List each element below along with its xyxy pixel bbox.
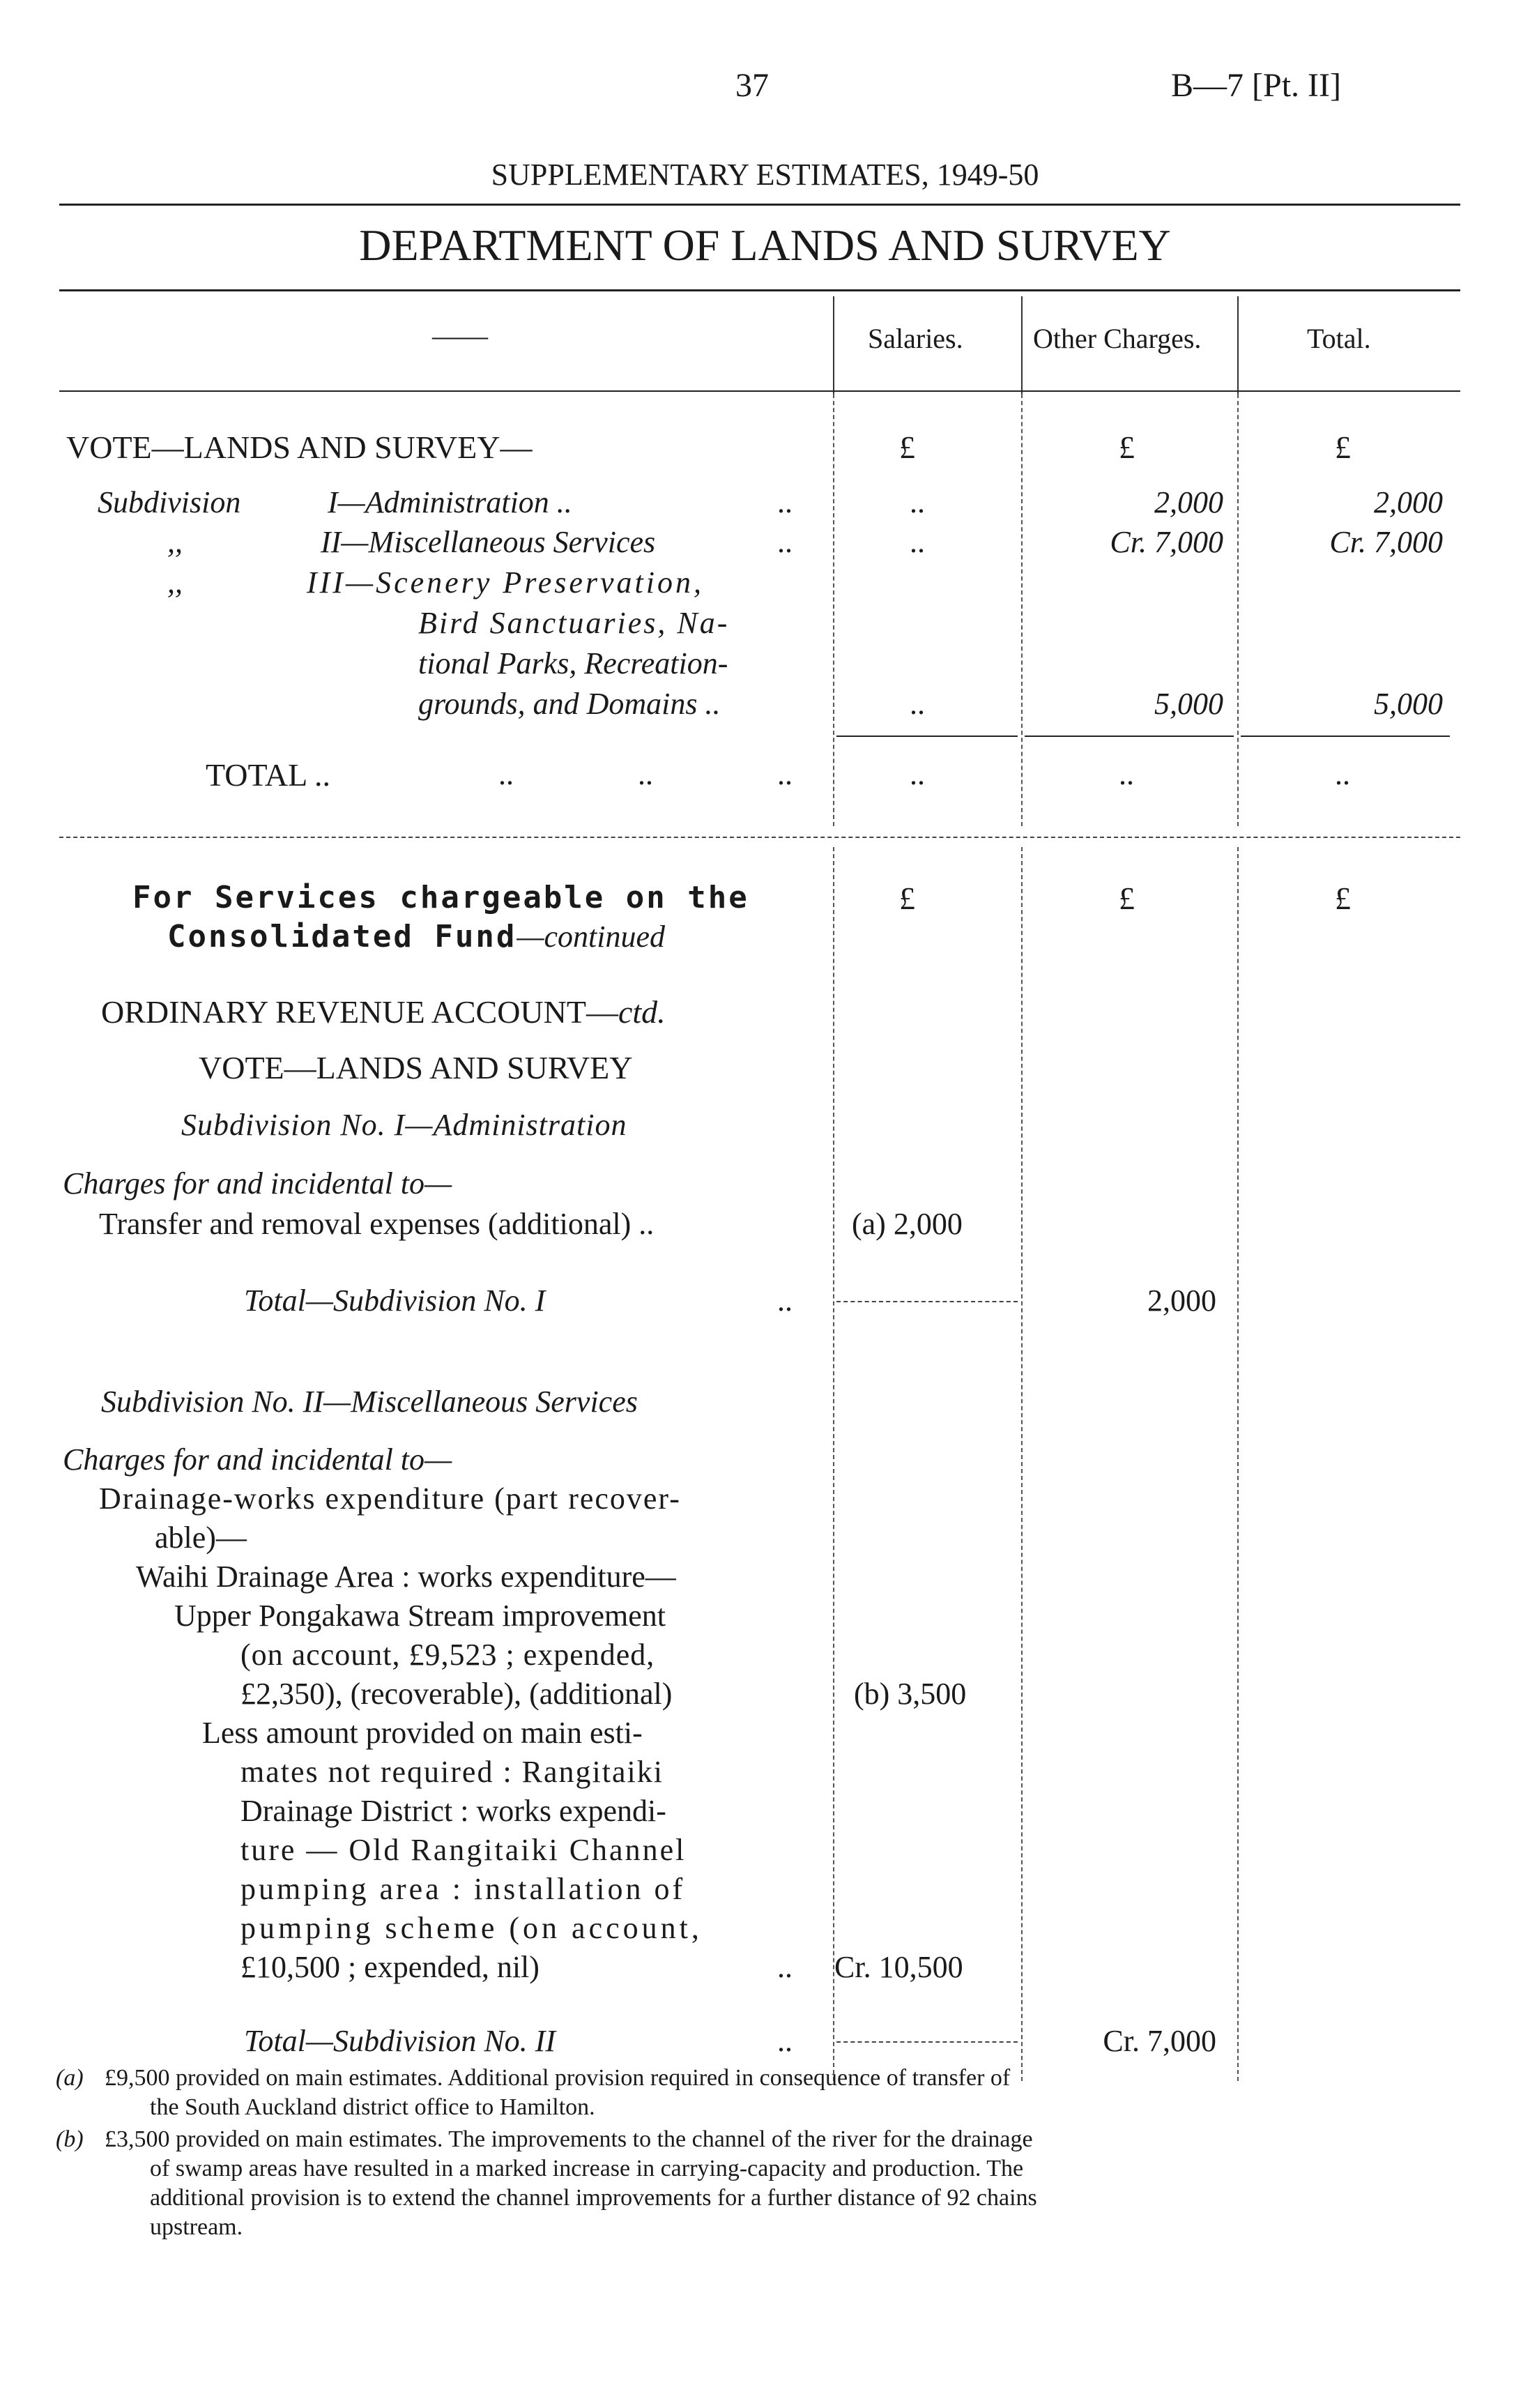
- summary-row-total: 2,000: [1374, 485, 1443, 519]
- charges-heading-2: Charges for and incidental to—: [63, 1442, 452, 1477]
- total-subdivision-2-value: Cr. 7,000: [1103, 2024, 1216, 2058]
- summary-row-salaries: ..: [910, 485, 925, 519]
- transfer-value: (a) 2,000: [852, 1207, 963, 1241]
- summary-row-label-line: III—Scenery Preservation,: [307, 565, 704, 600]
- running-title-text: SUPPLEMENTARY ESTIMATES, 1949-50: [491, 158, 1039, 192]
- summary-row-ditto: ,,: [167, 565, 183, 600]
- summary-row-label-line: grounds, and Domains ..: [418, 687, 721, 721]
- less-amount-line: pumping area : installation of: [240, 1872, 686, 1906]
- sub1-salaries-rule: [836, 1301, 1018, 1302]
- upper-pongakawa-line: (on account, £9,523 ; expended,: [240, 1638, 655, 1672]
- column-divider-2-detail: [1021, 847, 1023, 2081]
- footnote-b-line: £3,500 provided on main estimates. The improvements to the channel of the river for the drainage: [105, 2126, 1033, 2152]
- column-divider-3-header: [1237, 296, 1239, 397]
- less-amount-value: Cr. 10,500: [834, 1950, 963, 1984]
- header-other-charges: Other Charges.: [1033, 323, 1202, 354]
- charges-heading-1: Charges for and incidental to—: [63, 1166, 452, 1201]
- summary-pound-salaries: £: [899, 429, 915, 465]
- less-amount-leader: ..: [777, 1950, 793, 1984]
- transfer-item: Transfer and removal expenses (additional) ..: [99, 1207, 655, 1241]
- summary-pound-other: £: [1119, 429, 1135, 465]
- less-amount-line: Less amount provided on main esti-: [202, 1716, 643, 1750]
- subdivision-2-heading: Subdivision No. II—Miscellaneous Services: [101, 1385, 638, 1419]
- summary-row-total: 5,000: [1374, 687, 1443, 721]
- total-subdivision-2-label: Total—Subdivision No. II: [244, 2024, 556, 2058]
- header-salaries: Salaries.: [868, 323, 963, 354]
- column-divider-1-header: [833, 296, 834, 397]
- services-heading-line2: [167, 919, 665, 954]
- less-amount-line: pumping scheme (on account,: [240, 1911, 703, 1945]
- footnote-b-line: of swamp areas have resulted in a marked increase in carrying-capacity and production. The: [150, 2156, 1024, 2181]
- column-divider-3-detail: [1237, 847, 1239, 2081]
- drainage-line: Drainage-works expenditure (part recover-: [99, 1481, 681, 1516]
- column-header-rule: [59, 390, 1460, 392]
- summary-vote-heading: VOTE—LANDS AND SURVEY—: [66, 429, 533, 465]
- waihi-item: Waihi Drainage Area : works expenditure—: [136, 1560, 676, 1594]
- account-heading-ctd: ctd.: [618, 994, 666, 1030]
- detail-pound-salaries: £: [899, 881, 915, 916]
- summary-row-label-line: tional Parks, Recreation-: [418, 646, 728, 680]
- department-title: DEPARTMENT OF LANDS AND SURVEY: [359, 220, 1171, 270]
- summary-total-salaries: ..: [910, 757, 925, 791]
- document-reference: B—7 [Pt. II]: [1171, 67, 1341, 104]
- header-rule: [59, 204, 1460, 206]
- column-divider-2-summary: [1021, 394, 1023, 826]
- summary-row-other: 2,000: [1154, 485, 1223, 519]
- footnote-b-line: additional provision is to extend the channel improvements for a further distance of 92 chains: [150, 2185, 1037, 2211]
- header-total: Total.: [1307, 323, 1371, 354]
- column-divider-1-detail: [833, 847, 834, 2081]
- upper-pongakawa-value: (b) 3,500: [854, 1677, 967, 1711]
- summary-sum-rule-total: [1241, 736, 1450, 737]
- less-amount-line: mates not required : Rangitaiki: [240, 1755, 664, 1789]
- footnote-b-mark: (b): [56, 2126, 84, 2152]
- summary-total-leader: ..: [498, 757, 514, 791]
- column-divider-2-header: [1021, 296, 1023, 397]
- summary-row-leader: ..: [777, 525, 793, 559]
- summary-row-label: II—Miscellaneous Services: [321, 525, 656, 559]
- less-amount-line: ture — Old Rangitaiki Channel: [240, 1833, 687, 1867]
- summary-total-total: ..: [1335, 757, 1350, 791]
- sub2-salaries-rule: [836, 2041, 1018, 2043]
- total-subdivision-1-value: 2,000: [1147, 1283, 1216, 1318]
- summary-row-leader: ..: [777, 485, 793, 519]
- less-amount-line: Drainage District : works expendi-: [240, 1794, 666, 1828]
- detail-pound-total: £: [1335, 881, 1351, 916]
- subdivision-1-heading: Subdivision No. I—Administration: [181, 1108, 627, 1142]
- summary-row-prefix: Subdivision: [98, 485, 241, 519]
- summary-total-other: ..: [1119, 757, 1134, 791]
- footnote-a-line: the South Auckland district office to Hamilton.: [150, 2094, 595, 2120]
- summary-pound-total: £: [1335, 429, 1351, 465]
- footnote-b-line: upstream.: [150, 2214, 243, 2240]
- summary-row-label: I—Administration ..: [328, 485, 572, 519]
- services-heading-fund: Consolidated Fund: [167, 919, 517, 954]
- services-heading-line1: For Services chargeable on the: [132, 880, 749, 915]
- header-blank-dash: ——: [432, 320, 488, 351]
- department-title-row: [0, 220, 1530, 271]
- drainage-line: able)—: [155, 1521, 247, 1555]
- column-divider-1-summary: [833, 394, 834, 826]
- upper-pongakawa-line: £2,350), (recoverable), (additional): [240, 1677, 673, 1711]
- upper-pongakawa-line: Upper Pongakawa Stream improvement: [174, 1599, 666, 1633]
- total-subdivision-2-leader: ..: [777, 2024, 793, 2058]
- summary-total-leader: ..: [638, 757, 653, 791]
- footnote-a-mark: (a): [56, 2065, 84, 2091]
- summary-row-other: Cr. 7,000: [1110, 525, 1223, 559]
- services-heading-continued: —continued: [517, 920, 665, 954]
- summary-total-leader: ..: [777, 757, 793, 791]
- running-title: [0, 157, 1530, 192]
- summary-total-label: TOTAL ..: [206, 757, 331, 793]
- total-subdivision-1-label: Total—Subdivision No. I: [244, 1283, 546, 1318]
- summary-sum-rule-other: [1025, 736, 1234, 737]
- summary-row-ditto: ,,: [167, 525, 183, 559]
- detail-vote-heading: VOTE—LANDS AND SURVEY: [199, 1050, 633, 1085]
- column-divider-3-summary: [1237, 394, 1239, 826]
- summary-row-total: Cr. 7,000: [1329, 525, 1443, 559]
- summary-row-salaries: ..: [910, 525, 925, 559]
- summary-row-label-line: Bird Sanctuaries, Na-: [418, 606, 730, 640]
- summary-sum-rule-salaries: [836, 736, 1018, 737]
- less-amount-line: £10,500 ; expended, nil): [240, 1950, 540, 1984]
- section-divider-rule: [59, 837, 1460, 838]
- detail-pound-other: £: [1119, 881, 1135, 916]
- account-heading-text: ORDINARY REVENUE ACCOUNT—: [101, 994, 618, 1030]
- account-heading: [101, 993, 666, 1030]
- title-rule: [59, 289, 1460, 291]
- page-number: 37: [735, 67, 769, 104]
- summary-row-salaries: ..: [910, 687, 925, 721]
- footnote-a-line: £9,500 provided on main estimates. Additional provision required in consequence of transfer of: [105, 2065, 1011, 2091]
- total-subdivision-1-leader: ..: [777, 1283, 793, 1318]
- summary-row-other: 5,000: [1154, 687, 1223, 721]
